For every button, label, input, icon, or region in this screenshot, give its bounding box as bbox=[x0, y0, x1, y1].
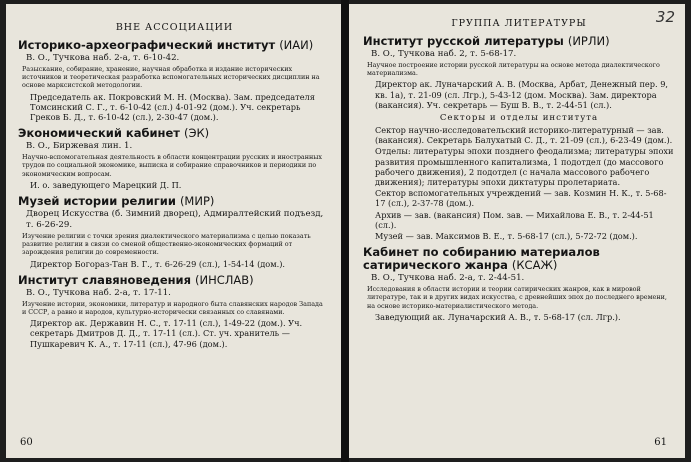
book-gutter bbox=[341, 0, 349, 462]
entry-description: Исследования в области истории и теории сатирических жанров, как в мировой литературе, так и в других видах искусства, с древнейших эпох до последнего времени, на основе историко-материалистического метода. bbox=[367, 285, 667, 310]
entry-description: Научно-вспомогательная деятельность в области концентрации русских и иностранных трудов по социальной экономике, выписка и собирание справочников и периодики по экономическим вопросам. bbox=[22, 153, 322, 178]
page-number: 61 bbox=[654, 437, 667, 448]
page-number: 60 bbox=[20, 437, 33, 448]
left-page bbox=[6, 4, 341, 458]
entry-staff: Музей — зав. Максимов В. Е., т. 5-68-17 (сл.), 5-72-72 (дом.). bbox=[375, 231, 638, 242]
entry-staff: Сектор научно-исследовательский историко-литературный — зав. (вакансия). Секретарь Балухатый С. Д., т. 21-09 (сл.), 6-23-49 (дом.). bbox=[375, 125, 673, 146]
entry-title bbox=[363, 246, 675, 272]
entry-address: В. О., Биржевая лин. 1. bbox=[26, 141, 133, 152]
entry-title bbox=[18, 127, 331, 140]
entry-title-text: Историко-археографический институт bbox=[18, 38, 276, 52]
entry-staff: И. о. заведующего Марецкий Д. П. bbox=[30, 179, 182, 190]
entry-address: В. О., Тучкова наб. 2-а, т. 17-11. bbox=[26, 287, 171, 298]
entry-ksazh bbox=[363, 246, 675, 322]
left-page-header: ВНЕ АССОЦИАЦИИ bbox=[115, 22, 234, 33]
entry-description: Изучение истории, экономики, литератур и народного быта славянских народов Запада и СССР, а равно и народов, культурно-исторически связанных со славянами. bbox=[22, 299, 323, 317]
entry-staff: Отделы: литературы эпохи позднего феодализма; литературы эпохи развития промышленного капитализма, 1 подотдел (до массового рабочего движения), 2 подотдел (с начала массового рабочего движения); литературы эпохи диктатуры пролетариата. bbox=[375, 146, 674, 188]
entry-title-text: Институт русской литературы bbox=[363, 34, 564, 48]
entry-description: Научное построение истории русской литературы на основе метода диалектического материализма. bbox=[367, 61, 660, 78]
entry-abbr: (ЭК) bbox=[183, 126, 210, 141]
entry-abbr: (ИНСЛАВ) bbox=[195, 272, 254, 287]
right-page bbox=[349, 4, 685, 458]
right-page-header: ГРУППА ЛИТЕРАТУРЫ bbox=[451, 18, 587, 29]
entry-description: Изучение религии с точки зрения диалектического материализма с целью показать развитие религии в связи со сменой общественно-экономических формаций от зарождения религии до современности. bbox=[22, 232, 311, 257]
handwritten-page-mark: 32 bbox=[655, 8, 675, 26]
entry-title-text: Институт славяноведения bbox=[18, 272, 191, 287]
entry-title bbox=[18, 274, 331, 287]
entry-staff: Председатель ак. Покровский М. Н. (Москва). Зам. председателя Томсинский С. Г., т. 6-10-42 (сл.) 4-01-92 (дом.). Уч. секретарь Греков Б. Д., т. 6-10-42 (сл.), 2-30-47 (дом.). bbox=[30, 91, 315, 123]
entry-title-text: Музей истории религии bbox=[18, 194, 176, 209]
entry-address: В. О., Тучкова наб. 2-а, т. 2-44-51. bbox=[371, 273, 525, 284]
entry-abbr: (ИРЛИ) bbox=[567, 34, 610, 48]
entry-address: В. О., Тучкова наб. 2, т. 5-68-17. bbox=[371, 49, 517, 59]
entry-ek bbox=[18, 127, 331, 190]
entry-abbr: (ИАИ) bbox=[279, 38, 314, 52]
entry-inslav bbox=[18, 274, 331, 349]
entry-abbr: (МИР) bbox=[179, 194, 215, 209]
entry-address: Дворец Искусства (б. Зимний дворец), Адмиралтейский подъезд, т. 6-26-29. bbox=[26, 209, 324, 231]
entry-description: Разыскание, собирание, хранение, научная обработка и издание исторических источников и теоретическая разработка вспомогательных исторических дисциплин на основе марксистской методологии. bbox=[22, 65, 320, 90]
entry-title bbox=[18, 195, 331, 208]
entry-title bbox=[18, 39, 331, 52]
entry-staff: Директор ак. Луначарский А. В. (Москва, Арбат, Денежный пер. 9, кв. 1а), т. 21-09 (сл. Лгр.), 5-43-12 (дом. Москва). Зам. директора (вакансия). Уч. секретарь — Буш В. В., т. 2-44-51 (сл.). bbox=[375, 79, 669, 110]
sections-subheading: Секторы и отделы института bbox=[439, 113, 599, 124]
entry-abbr: (КСАЖ) bbox=[511, 258, 558, 273]
entry-irli bbox=[363, 35, 675, 241]
entry-staff: Директор Богораз-Тан В. Г., т. 6-26-29 (сл.), 1-54-14 (дом.). bbox=[30, 258, 286, 269]
entry-address: В. О., Тучкова наб. 2-а, т. 6-10-42. bbox=[26, 53, 180, 63]
entry-staff: Директор ак. Державин Н. С., т. 17-11 (сл.), 1-49-22 (дом.). Уч. секретарь Дмитров Д. Д., т. 17-11 (сл.). Ст. уч. хранитель — Пушкаревич К. А., т. 17-11 (сл.), 47-96 (дом.). bbox=[30, 318, 303, 349]
entry-title bbox=[363, 35, 675, 48]
entry-mir bbox=[18, 195, 331, 269]
entry-staff: Заведующий ак. Луначарский А. В., т. 5-68-17 (сл. Лгр.). bbox=[375, 311, 621, 322]
entry-staff: Сектор вспомогательных учреждений — зав. Козмин Н. К., т. 5-68-17 (сл.), 2-37-78 (дом.). bbox=[375, 188, 667, 209]
entry-title-text: Кабинет по собиранию материалов сатирического жанра bbox=[363, 245, 600, 273]
entry-title-text: Экономический кабинет bbox=[18, 126, 180, 141]
entry-iai bbox=[18, 39, 331, 122]
entry-staff: Архив — зав. (вакансия) Пом. зав. — Михайлова Е. В., т. 2-44-51 (сл.). bbox=[375, 209, 654, 230]
